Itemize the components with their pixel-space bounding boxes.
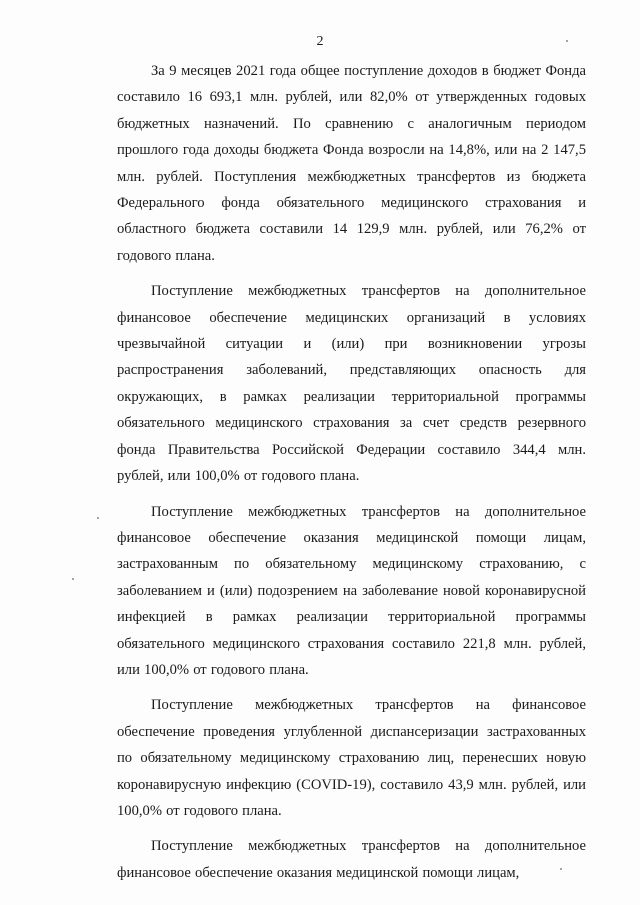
- paragraph-additional-care-transfers: Поступление межбюджетных трансфертов на дополнительное финансовое обеспечение оказания медицинской помощи лицам,: [117, 838, 586, 881]
- scan-speck: [97, 517, 99, 519]
- paragraph-dispensary-transfers: Поступление межбюджетных трансфертов на финансовое обеспечение проведения углубленной диспансеризации застрахованных по обязательному медицинскому страхованию лиц, перенесших новую коронавирусную инфекцию (COVID-19), составило 43,9 млн. рублей, или 100,0% от годового плана.: [117, 697, 586, 819]
- scan-speck: [560, 868, 562, 870]
- paragraph-covid-treatment-transfers: Поступление межбюджетных трансфертов на дополнительное финансовое обеспечение оказания медицинской помощи лицам, застрахованным по обязательному медицинскому страхованию, с заболеванием и (или) подозрением на заболевание новой коронавирусной инфекцией в рамках реализации территориальной программы обязательного медицинского страхования составило 221,8 млн. рублей, или 100,0% от годового плана.: [117, 503, 586, 678]
- paragraph-budget-revenue: За 9 месяцев 2021 года общее поступление доходов в бюджет Фонда составило 16 693,1 млн. рублей, или 82,0% от утвержденных годовых бюджетных назначений. По сравнению с аналогичным периодом прошлого года доходы бюджета Фонда возросли на 14,8%, или на 2 147,5 млн. рублей. Поступления межбюджетных трансфертов из бюджета Федерального фонда обязательного медицинского страхования и областного бюджета составили 14 129,9 млн. рублей, или 76,2% от годового плана.: [117, 63, 586, 264]
- page-number: 2: [316, 34, 324, 49]
- body-text: [117, 58, 586, 886]
- paragraph-reserve-fund-transfers: Поступление межбюджетных трансфертов на дополнительное финансовое обеспечение медицинских организаций в условиях чрезвычайной ситуации и (или) при возникновении угрозы распространения заболеваний, представляющих опасность для окружающих, в рамках реализации территориальной программы обязательного медицинского страхования за счет средств резервного фонда Правительства Российской Федерации составило 344,4 млн. рублей, или 100,0% от годового плана.: [117, 283, 586, 485]
- scan-speck: [566, 40, 568, 42]
- scan-speck: [72, 578, 74, 580]
